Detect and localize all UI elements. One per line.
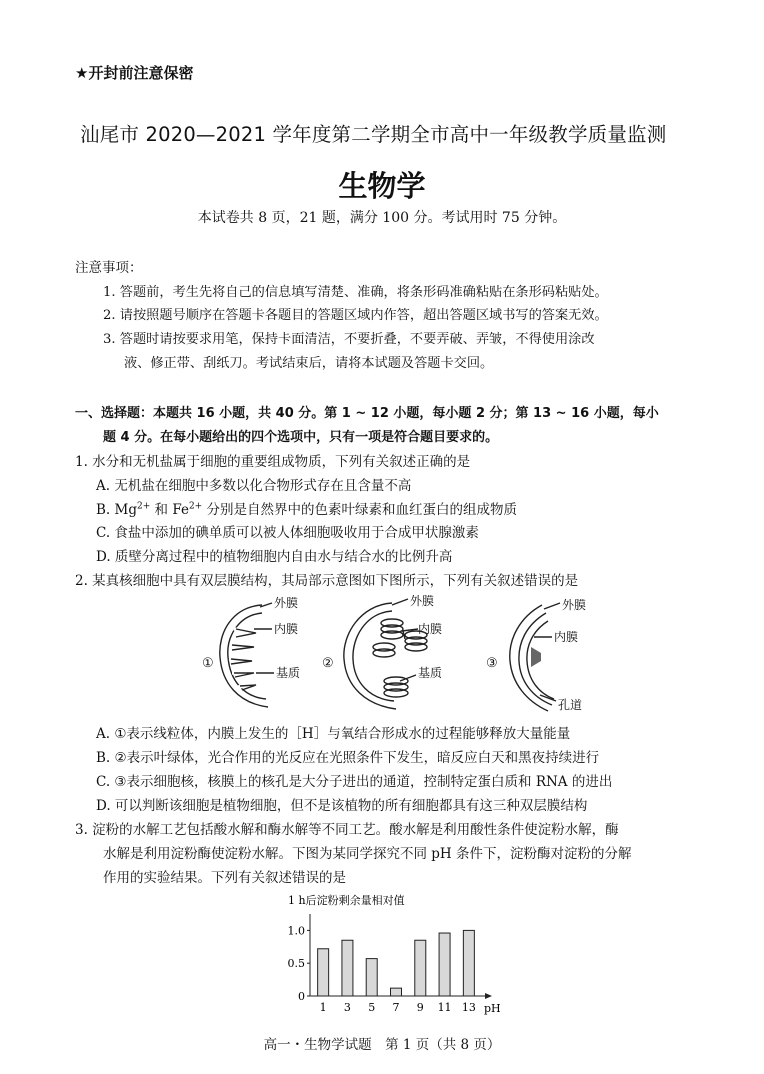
x-tick-label: 7	[392, 1001, 400, 1014]
mito-inner-label: 内膜	[274, 622, 299, 636]
bar-ph-13	[463, 930, 474, 996]
bar-ph-7	[391, 988, 402, 996]
fig-label-2: ②	[322, 656, 334, 671]
q3-stem-line1: 3. 淀粉的水解工艺包括酸水解和酶水解等不同工艺。酸水解是利用酸性条件使淀粉水解，酶	[75, 822, 619, 838]
x-tick-label: 9	[416, 1001, 424, 1014]
nuclear-pore-mark	[531, 647, 541, 667]
exam-title: 汕尾市 2020—2021 学年度第二学期全市高中一年级教学质量监测	[80, 123, 667, 146]
q1-stem: 1. 水分和无机盐属于细胞的重要组成物质，下列有关叙述正确的是	[75, 454, 471, 470]
notice-heading: 注意事项：	[75, 260, 143, 276]
x-tick-label: 1	[319, 1001, 327, 1014]
confidential-mark: ★开封前注意保密	[75, 64, 194, 82]
x-tick-label: 3	[343, 1001, 351, 1014]
nucleus-pore-label: 孔道	[558, 698, 583, 712]
subject-title: 生物学	[338, 169, 426, 203]
starch-ph-chart	[280, 890, 510, 1020]
y-tick-label: 1.0	[287, 924, 305, 938]
x-tick-label: 11	[437, 1001, 452, 1014]
q1-option-b: B. $Mg^{2+}$ 和 $Fe^{2+}$ 分别是自然界中的色素叶绿素和血红蛋白的组成物质	[96, 501, 518, 518]
exam-info: 本试卷共 8 页，21 题，满分 100 分。考试用时 75 分钟。	[197, 210, 567, 226]
notice-item-3: 3. 答题时请按要求用笔，保持卡面清洁，不要折叠，不要弄破、弄皱，不得使用涂改	[103, 332, 595, 347]
fig-label-3: ③	[486, 656, 498, 671]
nucleus-inner-label: 内膜	[554, 630, 579, 644]
chart-title: 1 h后淀粉剩余量相对值	[288, 894, 405, 907]
chloroplast-matrix-label: 基质	[418, 666, 443, 680]
q1-option-c: C. 食盐中添加的碘单质可以被人体细胞吸收用于合成甲状腺激素	[96, 525, 479, 541]
q2-option-b: B. ②表示叶绿体，光合作用的光反应在光照条件下发生，暗反应白天和黑夜持续进行	[96, 750, 600, 766]
mito-outer-label: 外膜	[274, 596, 299, 610]
bar-ph-5	[366, 959, 377, 996]
y-tick-label: 0	[298, 990, 305, 1003]
mito-matrix-label: 基质	[276, 666, 301, 680]
section-heading-line1: 一、选择题：本题共 16 小题，共 40 分。第 1 ~ 12 小题，每小题 2 分；第 13 ~ 16 小题，每小	[75, 406, 659, 421]
y-tick-label: 0.5	[287, 957, 305, 971]
notice-item-2: 2. 请按照题号顺序在答题卡各题目的答题区域内作答，超出答题区域书写的答案无效。	[103, 308, 608, 323]
x-axis-arrow	[485, 993, 492, 999]
bar-ph-9	[415, 940, 426, 996]
q2-stem: 2. 某真核细胞中具有双层膜结构，其局部示意图如下图所示，下列有关叙述错误的是	[75, 573, 579, 589]
x-tick-label: 5	[368, 1001, 376, 1014]
q3-stem-line3: 作用的实验结果。下列有关叙述错误的是	[103, 870, 346, 886]
bar-ph-1	[318, 949, 329, 996]
section-heading-line2: 题 4 分。在每小题给出的四个选项中，只有一项是符合题目要求的。	[103, 430, 499, 445]
nuclear-outer-membrane	[510, 605, 548, 711]
notice-item-1: 1. 答题前，考生先将自己的信息填写清楚、准确，将条形码准确粘贴在条形码粘贴处。	[103, 285, 608, 300]
chloroplast-outer-label: 外膜	[410, 595, 435, 608]
chloroplast-inner-label: 内膜	[418, 622, 443, 636]
nucleus-outer-label: 外膜	[562, 598, 587, 612]
bar-ph-11	[439, 933, 450, 996]
q3-stem-line2: 水解是利用淀粉酶使淀粉水解。下图为某同学探究不同 pH 条件下，淀粉酶对淀粉的分解	[103, 846, 632, 862]
bar-ph-3	[342, 940, 353, 996]
q1-option-a: A. 无机盐在细胞中多数以化合物形式存在且含量不高	[96, 478, 412, 494]
notice-item-3-cont: 液、修正带、刮纸刀。考试结束后，请将本试题及答题卡交回。	[124, 356, 494, 371]
page-footer: 高一・生物学试题 第 1 页（共 8 页）	[263, 1037, 501, 1053]
x-axis-label: pH	[484, 1002, 501, 1015]
q2-option-d: D. 可以判断该细胞是植物细胞，但不是该植物的所有细胞都具有这三种双层膜结构	[96, 798, 588, 814]
organelle-figure	[196, 595, 600, 715]
fig-label-1: ①	[202, 656, 214, 671]
q2-option-c: C. ③表示细胞核，核膜上的核孔是大分子进出的通道，控制特定蛋白质和 RNA 的进出	[96, 774, 613, 790]
q2-option-a: A. ①表示线粒体，内膜上发生的［H］与氧结合形成水的过程能够释放大量能量	[96, 726, 571, 742]
x-tick-label: 13	[461, 1001, 476, 1014]
q1-option-d: D. 质壁分离过程中的植物细胞内自由水与结合水的比例升高	[96, 549, 453, 565]
